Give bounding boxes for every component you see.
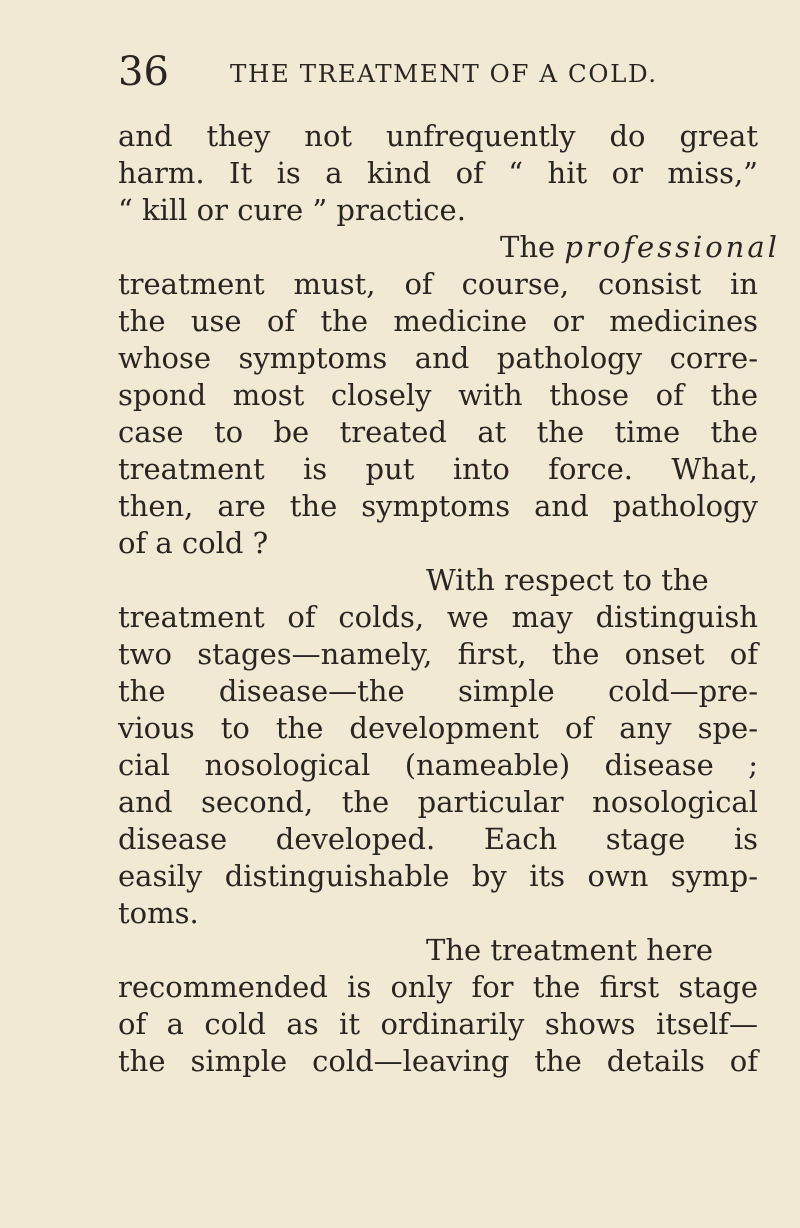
text-line: harm. It is a kind of “ hit or miss,”: [118, 156, 758, 190]
text-line: cial nosological (nameable) disease ;: [118, 748, 758, 782]
text-line: toms.: [118, 896, 199, 930]
page-header: [118, 44, 758, 100]
page-number: 36: [118, 49, 169, 95]
text-line: spond most closely with those of the: [118, 378, 758, 412]
running-title: THE TREATMENT OF A COLD.: [230, 59, 658, 88]
text-line: and second, the particular nosological: [118, 785, 758, 819]
text-line: of a cold ?: [118, 526, 269, 560]
text-line: of a cold as it ordinarily shows itself—: [118, 1007, 758, 1041]
text-line: treatment of colds, we may distinguish: [118, 600, 758, 634]
text-line: case to be treated at the time the: [118, 415, 758, 449]
text-line: the disease—the simple cold—pre-: [118, 674, 758, 708]
body-text: [118, 118, 780, 1080]
text-line: [118, 229, 780, 266]
text-line: With respect to the: [426, 563, 709, 597]
emphasized-word: professional: [564, 230, 780, 264]
text-line: easily distinguishable by its own symp-: [118, 859, 758, 893]
text-line: the simple cold—leaving the details of: [118, 1044, 758, 1078]
text-line: disease developed. Each stage is: [118, 822, 758, 856]
text-line: recommended is only for the first stage: [118, 970, 758, 1004]
text-line: two stages—namely, first, the onset of: [118, 637, 758, 671]
text-line: whose symptoms and pathology corre-: [118, 341, 758, 375]
text-fragment: The: [500, 230, 556, 264]
text-line: “ kill or cure ” practice.: [118, 193, 466, 227]
text-line: then, are the symptoms and pathology: [118, 489, 758, 523]
text-line: treatment must, of course, consist in: [118, 267, 758, 301]
text-line: the use of the medicine or medicines: [118, 304, 758, 338]
text-line: The treatment here: [426, 933, 714, 967]
text-line: vious to the development of any spe-: [118, 711, 758, 745]
text-line: and they not unfrequently do great: [118, 119, 758, 153]
text-line: treatment is put into force. What,: [118, 452, 758, 486]
